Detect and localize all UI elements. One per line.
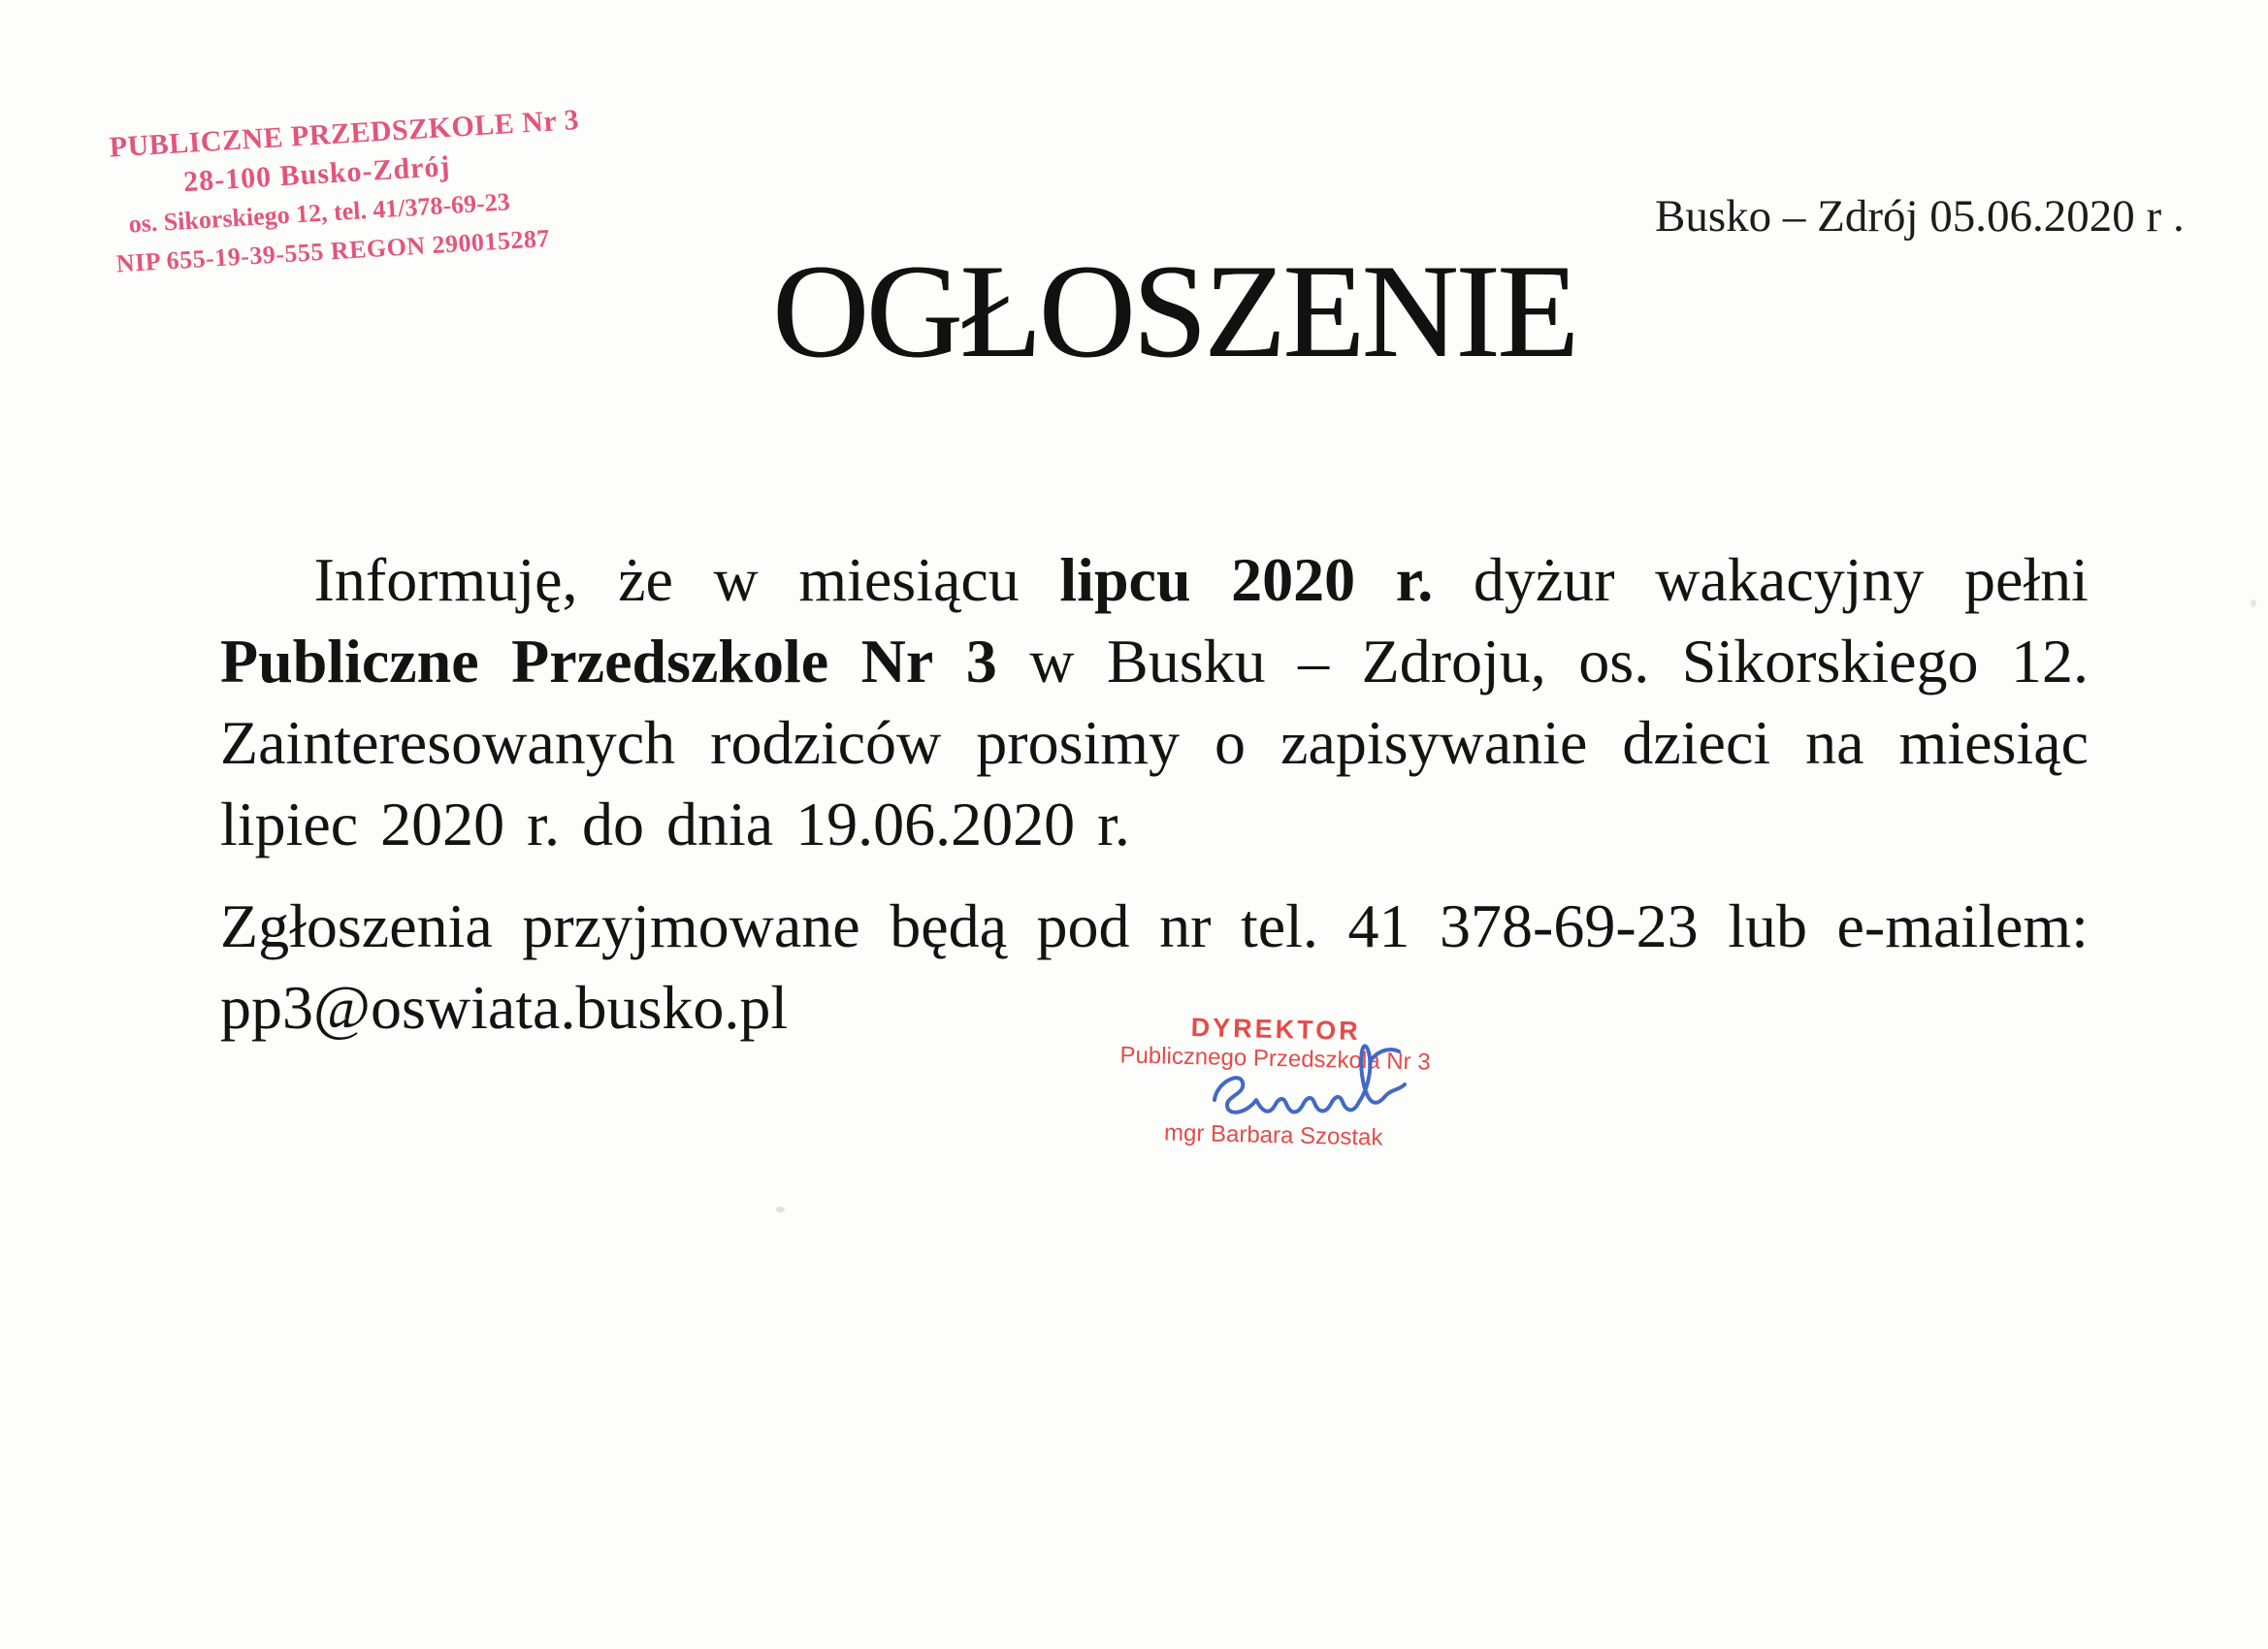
word: na — [1805, 708, 1864, 777]
word: w — [1029, 627, 1075, 695]
word: r. — [527, 790, 560, 858]
word: Przedszkole — [511, 627, 829, 695]
school-stamp-line: PUBLICZNE PRZEDSZKOLE Nr 3 — [108, 103, 580, 164]
word: wakacyjny — [1655, 545, 1925, 614]
word: prosimy — [976, 708, 1181, 777]
director-stamp-name: mgr Barbara Szostak — [1163, 1119, 1383, 1151]
scan-speck — [341, 1017, 346, 1020]
word: o — [1215, 708, 1247, 777]
word: 12. — [2010, 627, 2089, 695]
word: os. — [1578, 627, 1650, 695]
announcement-title: OGŁOSZENIE — [772, 237, 1576, 385]
word: e-mailem: — [1836, 891, 2089, 960]
word: r. — [1395, 545, 1434, 614]
word: zapisywanie — [1280, 708, 1588, 777]
word: 41 — [1347, 891, 1410, 960]
word: lipiec — [220, 790, 359, 858]
word: Zgłoszenia — [220, 891, 493, 960]
word: przyjmowane — [522, 891, 860, 960]
word: będą — [890, 891, 1007, 960]
word: pod — [1036, 891, 1130, 960]
word: tel. — [1240, 891, 1318, 960]
word: pełni — [1963, 545, 2089, 614]
scan-speck — [776, 1207, 785, 1212]
word: Zdroju, — [1361, 627, 1546, 695]
word: miesiąc — [1898, 708, 2089, 777]
first-line-indent — [220, 539, 274, 621]
word: dyżur — [1473, 545, 1615, 614]
body-line — [220, 539, 2089, 621]
word: Informuję, — [313, 545, 578, 614]
body-line — [220, 621, 2089, 702]
word: że — [618, 545, 673, 614]
body-line — [220, 702, 2089, 784]
body-line — [220, 886, 2089, 967]
school-address-stamp — [108, 103, 580, 284]
word: pp3@oswiata.busko.pl — [220, 973, 789, 1042]
word: – — [1298, 627, 1330, 695]
word: 378-69-23 — [1440, 891, 1699, 960]
word: 19.06.2020 — [795, 790, 1076, 858]
word: rodziców — [710, 708, 942, 777]
date-line: Busko – Zdrój 05.06.2020 r . — [1655, 191, 2185, 242]
announcement-body — [220, 539, 2089, 1049]
paragraph — [220, 539, 2089, 865]
word: do — [581, 790, 644, 858]
school-stamp-line: 28-100 Busko-Zdrój — [182, 149, 452, 199]
school-stamp-line: NIP 655-19-39-555 REGON 290015287 — [115, 223, 551, 278]
school-stamp-line: os. Sikorskiego 12, tel. 41/378-69-23 — [127, 187, 511, 239]
word: 2020 — [380, 790, 505, 858]
word: Nr — [860, 627, 934, 695]
director-stamp-title: DYREKTOR — [1190, 1013, 1362, 1046]
word: 2020 — [1231, 545, 1356, 614]
word: Zainteresowanych — [220, 708, 676, 777]
word: Sikorskiego — [1681, 627, 1979, 695]
word: dnia — [665, 790, 774, 858]
word: lub — [1728, 891, 1807, 960]
word: 3 — [965, 627, 997, 695]
word: r. — [1097, 790, 1130, 858]
director-stamp-subtitle: Publicznego Przedszkola Nr 3 — [1119, 1042, 1431, 1076]
word: miesiącu — [798, 545, 1020, 614]
scan-speck — [2251, 599, 2256, 607]
word: lipcu — [1059, 545, 1191, 614]
word: w — [713, 545, 759, 614]
body-line — [220, 784, 2089, 865]
word: dzieci — [1622, 708, 1771, 777]
director-signature-handwriting — [1201, 1034, 1424, 1135]
word: Busku — [1107, 627, 1266, 695]
word: Publiczne — [220, 627, 479, 695]
word: nr — [1159, 891, 1212, 960]
signature-flourish — [1372, 1050, 1399, 1059]
